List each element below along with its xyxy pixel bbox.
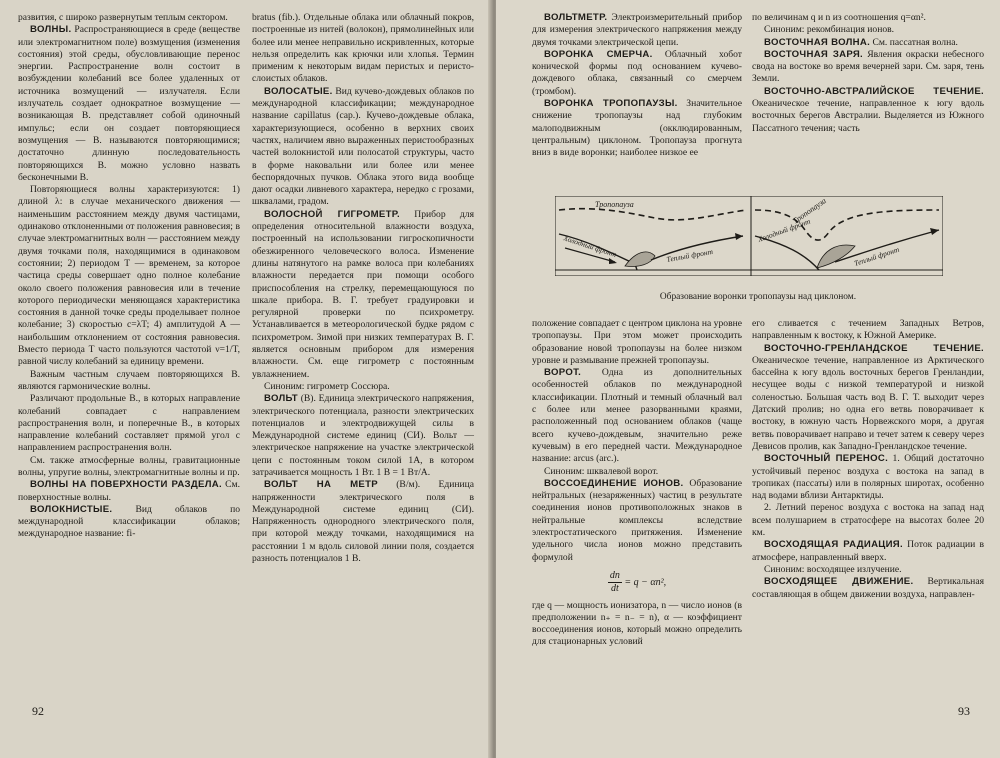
entry-heading: ВОРОТ. [544,367,582,379]
paragraph: См. также атмосферные волны, гравитационные волны, упругие волны, электромагнитные волны и пр. [18,454,240,478]
entry-heading: ВОЛОКНИСТЫЕ. [30,503,113,515]
entry-volt [252,393,474,479]
entry-heading: ВОССОЕДИНЕНИЕ ИОНОВ. [544,477,684,489]
left-column-1 [18,12,240,541]
formula-fraction [608,570,622,596]
entry-text: Океаническое течение, направленное из Арктического бассейна к югу вдоль восточных берегов Гренландии, несущее воды с низкой температурой и низкой соленостью. Большая часть вод В. Г. Т. выходит через Датский пролив; но одна его ветвь поворачивает к востоку, в южную часть Норвежского моря, а другая ветвь поворачивает направо и течет затем к северу через Девисов пролив, как Западно-Гренландское течение. [752,354,984,452]
paragraph: положение совпадает с центром циклона на уровне тропопаузы. При этом может происходить образование новой тропопаузы на более низком уровне и размывание прежней тропопаузы. [532,318,742,366]
entry-heading: ВОСТОЧНЫЙ ПЕРЕНОС. [764,453,889,465]
entry-vostochny-perenos [752,453,984,502]
entry-heading: ВОЛЬТ НА МЕТР [264,479,378,491]
entry-text: Океаническое течение, направленное к югу вдоль восточных берегов Австралии. Выделяется из Южного Пассатного течения; часть [752,98,984,134]
entry-voloknistye [18,504,240,541]
entry-text: Вертикальная составляющая в общем движении воздуха, направлен- [752,576,984,600]
entry-text: Одна из дополнительных особенностей облаков по международной классификации. Плотный и темный облачный вал с более или менее разорванными краями, расположенный под основанием облаков (чаще всего кучево-дождевым, значительно реже кучевым) в его передней части. Международное название: arcus (arc.). [532,367,742,465]
tropopause-funnel-figure [555,196,943,276]
entry-text: Распространяющиеся в среде (веществе или электромагнитном поле) возмущения (изменения состояния) этой среды, обусловливающие перенос энергии. Распространение волн состоит в возбуждении колебаний все более удаленных от источника возмущений — излучателя. Если излучатель создает однократное возмущение — возникающая В. представляет собой одиночный импульс; если он создает повторяющиеся возмущения — В. называются повторяющимися; достаточно длинную последовательность повторяющихся В. можно условно назвать бесконечными В. [18,24,240,183]
figure-caption: Образование воронки тропопаузы над циклоном. [659,292,857,302]
entry-heading: ВОСТОЧНАЯ ВОЛНА. [764,36,871,48]
entry-heading: ВОЛОСАТЫЕ. [264,85,333,97]
left-page [0,0,492,758]
formula-rest: = q − αn², [624,577,667,589]
entry-text: См. поверхностные волны. [18,479,240,503]
entry-text: (В). Единица электрического напряжения, электрического потенциала, разности электрических потенциалов и электродвижущей силы в Международной системе единиц (СИ). Вольт — электрическое напряжение на участке электрической цепи с постоянным током силой 1А, в котором затрачивается мощность 1 Вт. 1 В = 1 Вт/А. [252,393,474,478]
entry-vorot [532,367,742,465]
entry-heading: ВОЛНЫ. [30,24,72,36]
entry-voshodyashaya-radiaciya [752,539,984,564]
entry-heading: ВОСТОЧНАЯ ЗАРЯ. [764,48,864,60]
entry-text: Прибор для определения относительной влажности воздуха, построенный на использовании гигроскопичности обезжиренного человеческого волоса. Изменение длины натянутого на рамке волоса при колебаниях влажности передается при помощи особого приспособления на стрелку, перемещающуюся по шкале прибора. В. Г. требует градуировки и регулярной проверки по психрометру. Устанавливается в метеорологической будке рядом с психрометром. Зимой при низких температурах В. Г. является основным прибором для измерения влажности. См. еще гигрометр с постоянным увлажнением. [252,208,474,380]
warm-front-arrow-left [735,233,743,240]
entry-heading: ВОСХОДЯЩАЯ РАДИАЦИЯ. [764,539,903,551]
synonym: Синоним: восходящее излучение. [764,563,902,575]
label-warm-front-left: Теплый фронт [665,246,714,264]
entry-text: Вид облаков по международной классификации облаков; международное название: fi- [18,503,240,540]
entry-heading: ВОСТОЧНО-АВСТРАЛИЙСКОЕ ТЕЧЕНИЕ. [764,85,984,97]
paragraph: развития, с широко развернутым теплым сектором. [18,12,228,23]
entry-text: Образование нейтральных (незаряженных) частиц в результате соединения ионов противоположных знаков в нейтральные комплексы вследствие электростатического притяжения. Изменение удельного числа ионов можно представить формулой [532,477,742,563]
entry-text: Значительное снижение тропопаузы над глубоким малоподвижным (окклюдированным, центральным) циклоном. Тропопауза прогнута вниз в виде воронки; наиболее низкое ее [532,98,742,159]
entry-text: 1. Общий достаточно устойчивый перенос воздуха с востока на запад в тропиках (пассаты) или в полярных широтах, особенно над водами вблизи Антарктиды. [752,453,984,502]
entry-heading: ВОЛЬТМЕТР. [544,12,608,23]
cold-air-arrowhead-left [609,258,617,264]
synonym: Синоним: рекомбинация ионов. [764,24,895,36]
synonym: Синоним: гигрометр Соссюра. [264,380,390,392]
entry-vossoedinenie [532,478,742,564]
paragraph: его сливается с течением Западных Ветров, направленным к востоку, к Южной Америке. [752,318,984,342]
paragraph: bratus (fib.). Отдельные облака или облачный покров, построенные из нитей (волокон), прямолинейных или более или менее неправильно искривленных, которые нельзя определить как крючки или хлопья. Термин применим к некоторым видам перистых и перисто-слоистых облаков. [252,12,474,85]
entry-vostochno-avstraliyskoe [752,86,984,135]
cloud-area-left [625,252,655,267]
entry-text: Вид кучево-дождевых облаков по международной классификации; международное название capillatus (cap.). Кучево-дождевые облака, характеризующиеся, особенно в верхних своих частях, наличием явно выраженных перистообразных частей волокнистой или полосатой структуры, часто в форме наковальни или более или менее беспорядочных пучков. Облака этого вида вообще дают осадки ливневого характера, нередко с грозами, шквалами, градом. [252,85,474,208]
right-column-2-bottom [752,318,984,601]
page-number-right: 93 [958,704,970,718]
entry-voltmetr [532,12,742,49]
entry-heading: ВОСТОЧНО-ГРЕНЛАНДСКОЕ ТЕЧЕНИЕ. [764,342,984,354]
formula-numerator: dn [608,570,622,583]
label-tropopause-right: Тропопауза [790,196,828,226]
entry-heading: ВОЛОСНОЙ ГИГРОМЕТР. [264,208,400,220]
entry-heading: ВОРОНКА СМЕРЧА. [544,48,653,60]
label-cold-front-left: Холодный фронт [562,233,618,259]
cloud-area-right [817,245,855,268]
entry-text: (В/м). Единица напряженности электрического поля в Международной системе единиц (СИ). Напряженность однородного электрического поля, при которой между точками, находящимися на расстоянии 1 м вдоль силовой линии поля, создается разность потенциалов 1 В. [252,479,474,565]
entry-text: Электроизмерительный прибор для измерения электрического напряжения между двумя точками электрической цепи. [532,12,742,48]
entry-text: Поток радиации в атмосфере, направленный вверх. [752,539,984,563]
page-number-left: 92 [32,704,44,718]
label-cold-front-right: Холодный фронт [756,216,812,244]
tropopause-line-left [559,209,747,220]
entry-voronka-smercha [532,49,742,98]
paragraph: Различают продольные В., в которых направление колебаний совпадает с направлением распространения волн, и поперечные В., в которых направление колебаний составляет прямой угол с направлением распространения волн. [18,393,240,454]
entry-voronka-tropopauzy [532,98,742,159]
formula-denominator: dt [610,583,619,595]
entry-heading: ВОРОНКА ТРОПОПАУЗЫ. [544,98,678,110]
warm-front-arrow-right [930,228,939,235]
label-warm-front-right: Теплый фронт [852,244,901,268]
entry-vostochno-grenlandskoe [752,343,984,454]
entry-text: Облачный хобот конической формы под основанием кучево-дождевого облака, связанный со смерчем (тромбом). [532,48,742,97]
right-column-2-top [752,12,984,135]
ion-formula [532,570,742,596]
entry-vostochnaya-zarya [752,49,984,86]
label-tropopause-left: Тропопауза [595,200,634,209]
entry-voshodyashee-dvizhenie [752,576,984,601]
entry-volt-na-metr [252,479,474,565]
entry-vostochnaya-volna [752,37,984,49]
entry-text: Явления окраски небесного свода на востоке во время вечерней зари. См. заря, тень Земли. [752,48,984,85]
paragraph: 2. Летний перенос воздуха с востока на запад над всем полушарием в стратосфере на высотах более 20 км. [752,502,984,539]
paragraph: Важным частным случаем повторяющихся В. являются гармонические волны. [18,368,240,392]
right-column-1-top [532,12,742,160]
synonym: Синоним: шквалевой ворот. [544,465,659,477]
entry-volny-poverhnost [18,479,240,504]
entry-text: См. пассатная волна. [870,36,958,48]
left-column-2 [252,12,474,565]
entry-heading: ВОСХОДЯЩЕЕ ДВИЖЕНИЕ. [764,576,914,588]
paragraph: по величинам q и n из соотношения q=αn². [752,12,926,23]
entry-heading: ВОЛНЫ НА ПОВЕРХНОСТИ РАЗДЕЛА. [30,479,222,491]
entry-heading: ВОЛЬТ [264,393,298,405]
entry-gigrometr [252,209,474,381]
paragraph: где q — мощность ионизатора, n — число ионов (в предположении n₊ = n₋ = n), α — коэффициент воссоединения ионов, который можно определить для стационарных условий [532,599,742,648]
entry-volny [18,24,240,184]
paragraph: Повторяющиеся волны характеризуются: 1) длиной λ: в случае механического движения — наименьшим расстоянием между двумя частицами, одинаково отклоненными от положения равновесия; в случае электромагнитных волн — расстоянием между двумя точками поля, находящимися в одинаковом состоянии; 2) периодом T — временем, за которое частица среды совершает одно полное колебание около своего положения равновесия или в течение которого периодически меняющаяся характеристика состояния в данной точке среды проделывает полное колебание; 3) скоростью c=λT; 4) амплитудой A — наибольшим отклонением от состояния равновесия. Вместо периода T часто пользуются частотой ν=1/T, равной числу колебаний за единицу времени. [18,184,241,368]
right-column-1-bottom [532,318,742,649]
entry-volosatye [252,86,474,209]
